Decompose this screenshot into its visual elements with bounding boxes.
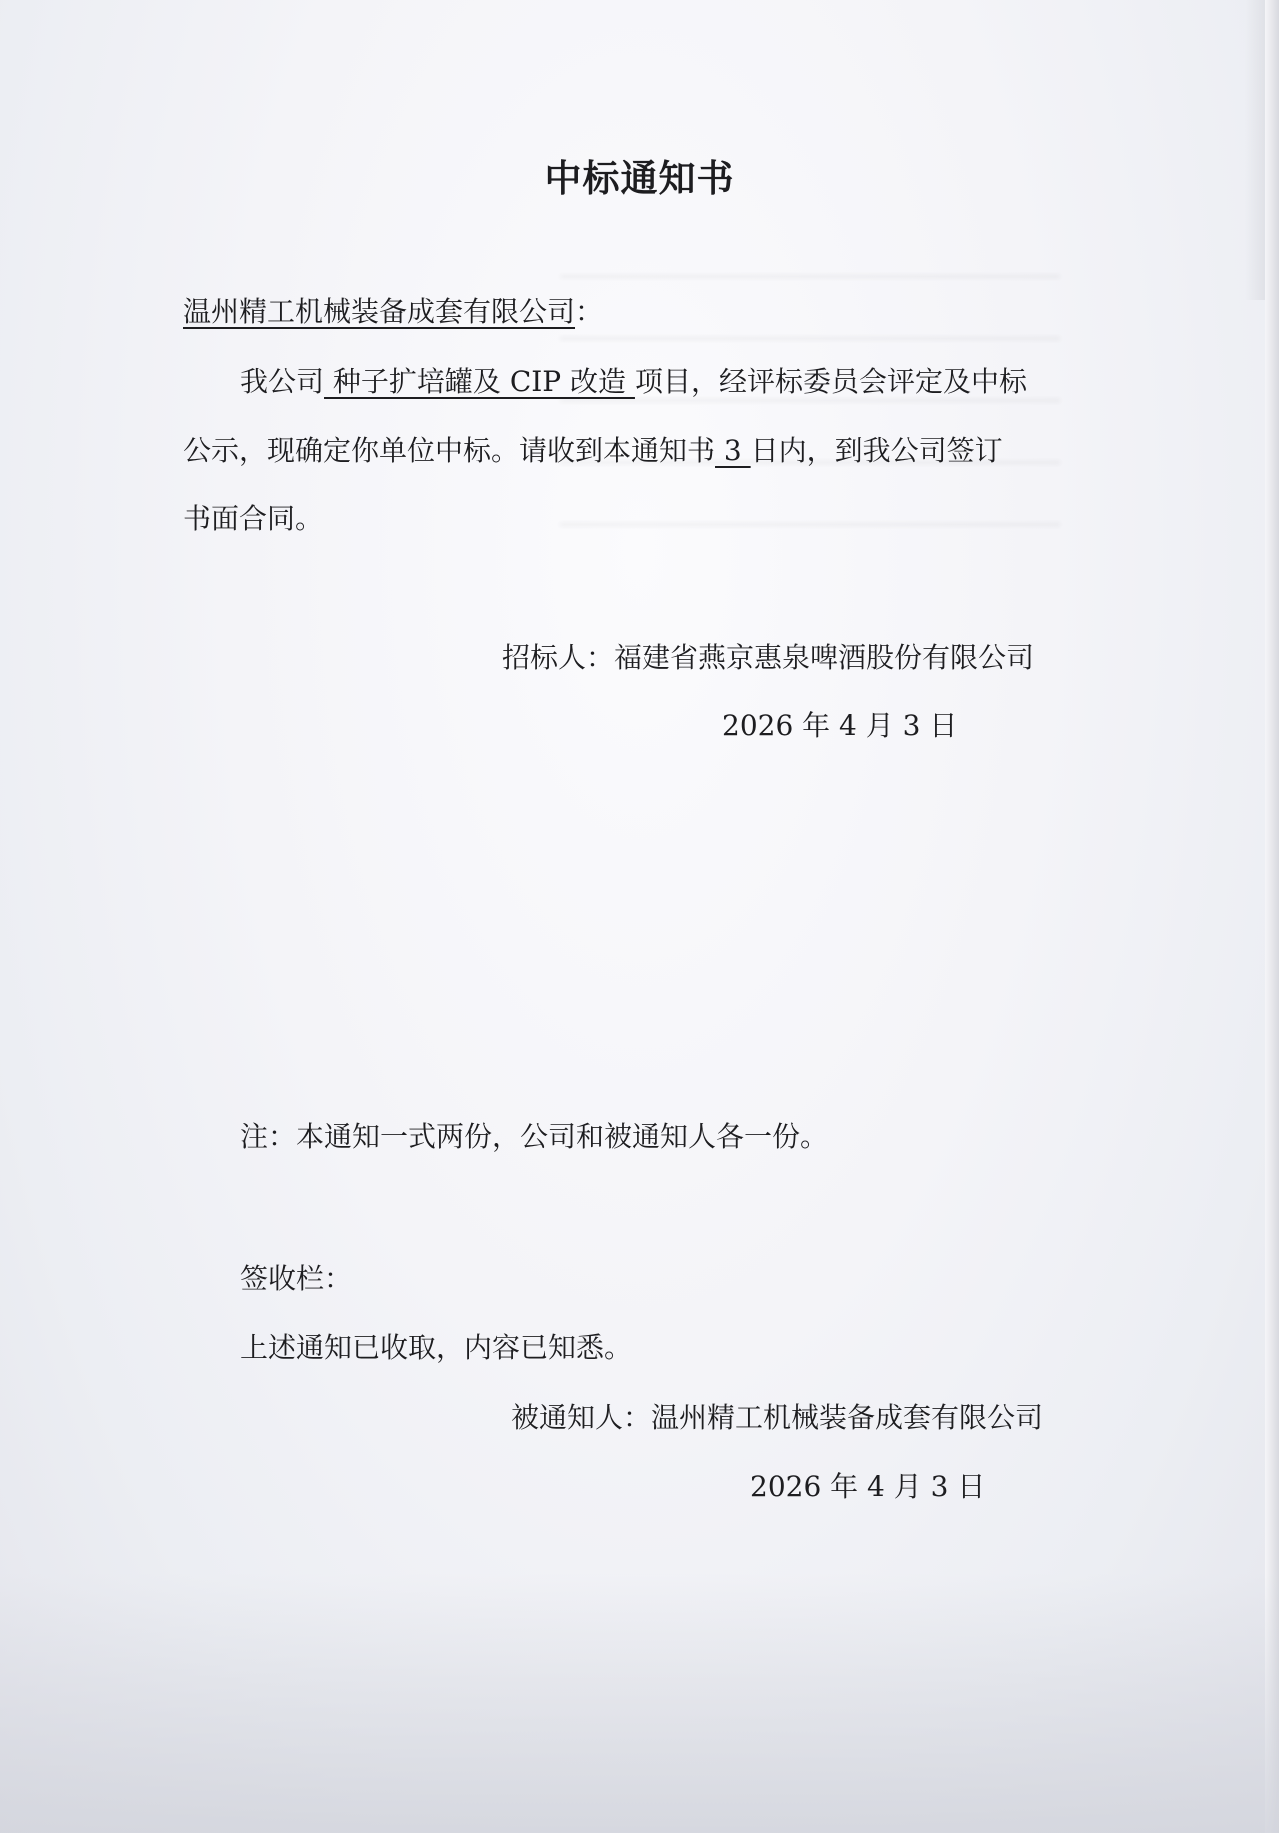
tenderer-name: 福建省燕京惠泉啤酒股份有限公司 bbox=[614, 641, 1035, 674]
tenderer-label: 招标人： bbox=[502, 641, 615, 674]
document-title: 中标通知书 bbox=[544, 156, 735, 200]
note-line: 注：本通知一式两份，公司和被通知人各一份。 bbox=[240, 1120, 829, 1153]
receipt-date: 2026 年 4 月 3 日 bbox=[750, 1470, 986, 1503]
body-line-1 bbox=[240, 362, 1027, 402]
notified-party: 温州精工机械装备成套有限公司 bbox=[651, 1401, 1044, 1434]
page-edge bbox=[1265, 0, 1279, 1833]
recipient-name: 温州精工机械装备成套有限公司 bbox=[183, 295, 576, 328]
days-value: 3 bbox=[715, 434, 751, 467]
body-part2: 项目，经评标委员会评定及中标 bbox=[634, 365, 1027, 398]
body-part1: 我公司 bbox=[240, 365, 325, 398]
receipt-label: 签收栏： bbox=[240, 1262, 353, 1295]
recipient-colon: ： bbox=[575, 295, 604, 328]
body-line2-part2: 日内，到我公司签订 bbox=[750, 434, 1003, 467]
body-line-3: 书面合同。 bbox=[183, 502, 324, 535]
project-name: 种子扩培罐及 CIP 改造 bbox=[324, 365, 635, 398]
notified-line bbox=[511, 1398, 1043, 1438]
receipt-text: 上述通知已收取，内容已知悉。 bbox=[240, 1331, 633, 1364]
recipient-line bbox=[183, 292, 603, 332]
notified-label: 被通知人： bbox=[511, 1401, 652, 1434]
bleed-through-shadow bbox=[560, 275, 1060, 575]
issue-date: 2026 年 4 月 3 日 bbox=[722, 709, 958, 742]
body-line-2 bbox=[183, 431, 1003, 471]
body-line2-part1: 公示，现确定你单位中标。请收到本通知书 bbox=[183, 434, 716, 467]
tenderer-line bbox=[502, 638, 1034, 678]
bottom-shadow bbox=[0, 1573, 1279, 1833]
